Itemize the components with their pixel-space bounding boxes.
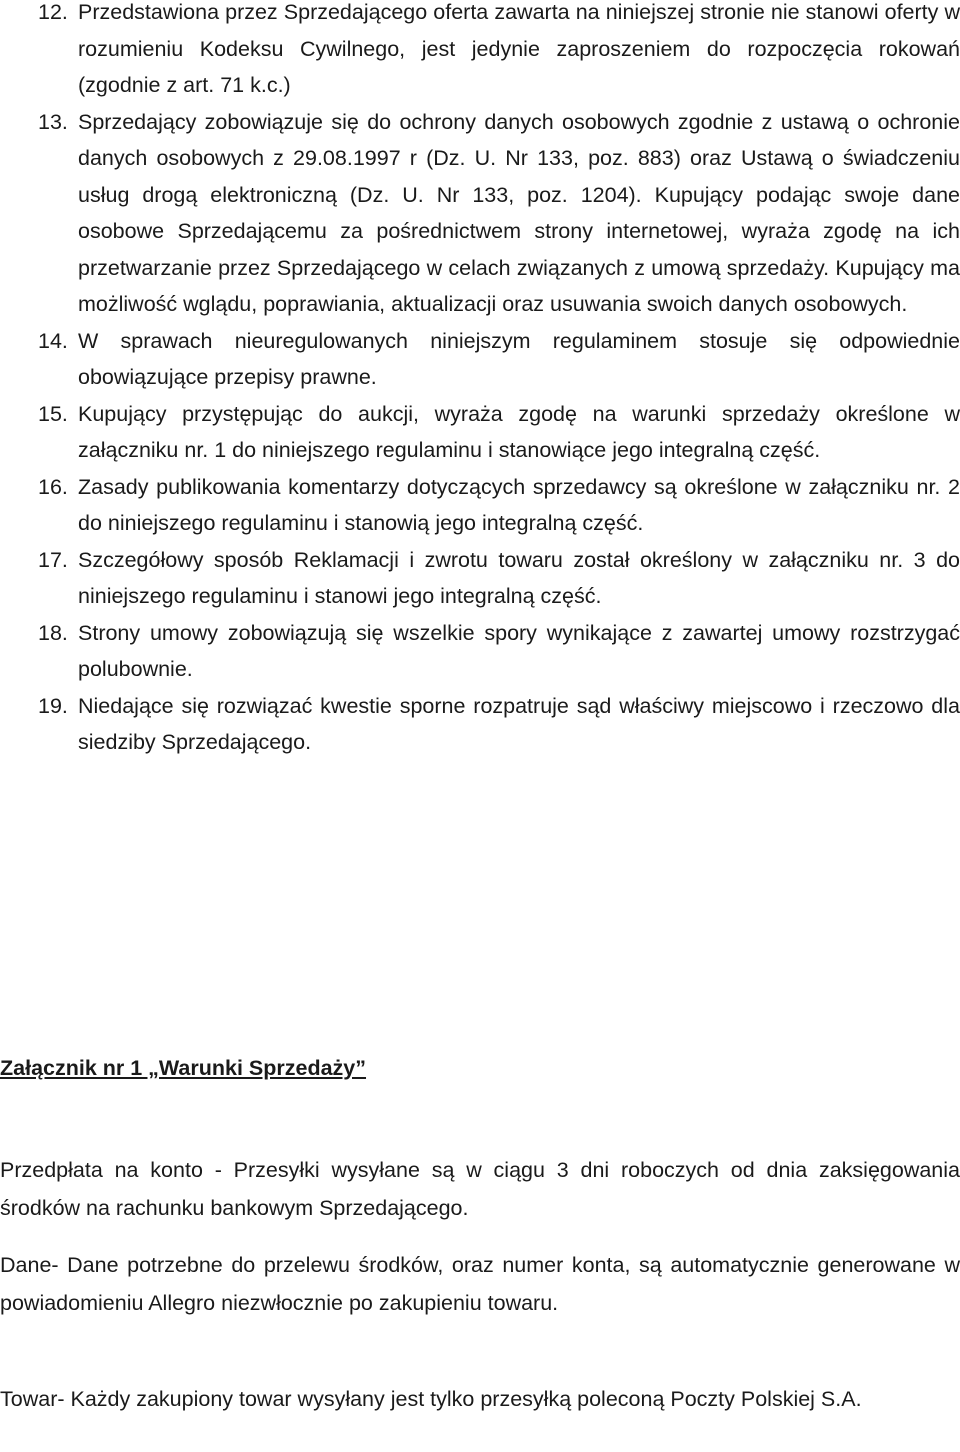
item-number: 16. — [38, 474, 68, 499]
item-text: Strony umowy zobowiązują się wszelkie spory wynikające z zawartej umowy rozstrzygać polubownie. — [78, 620, 960, 681]
list-item — [38, 688, 960, 761]
list-item — [38, 615, 960, 688]
item-text: Kupujący przystępując do aukcji, wyraża zgodę na warunki sprzedaży określone w załączniku nr. 1 do niniejszego regulaminu i stanowiące jego integralną część. — [78, 401, 960, 462]
item-text: Niedające się rozwiązać kwestie sporne rozpatruje sąd właściwy miejscowo i rzeczowo dla siedziby Sprzedającego. — [78, 693, 960, 754]
item-number: 18. — [38, 620, 68, 645]
list-item — [38, 0, 960, 104]
annex-paragraph-data: Dane- Dane potrzebne do przelewu środków, oraz numer konta, są automatycznie generowane w powiadomieniu Allegro niezwłocznie po zakupieniu towaru. — [0, 1253, 960, 1315]
regulations-list — [38, 0, 960, 767]
item-number: 15. — [38, 401, 68, 426]
list-item — [38, 469, 960, 542]
item-text: W sprawach nieuregulowanych niniejszym regulaminem stosuje się odpowiednie obowiązujące przepisy prawne. — [78, 328, 960, 389]
item-text: Przedstawiona przez Sprzedającego oferta zawarta na niniejszej stronie nie stanowi oferty w rozumieniu Kodeksu Cywilnego, jest jedynie zaproszeniem do rozpoczęcia rokowań (zgodnie z art. 71 k.c.) — [78, 0, 960, 97]
item-number: 19. — [38, 693, 68, 718]
item-number: 13. — [38, 109, 68, 134]
list-item — [38, 104, 960, 323]
list-item — [38, 323, 960, 396]
item-number: 14. — [38, 328, 68, 353]
list-item — [38, 396, 960, 469]
annex-paragraph-goods: Towar- Każdy zakupiony towar wysyłany jest tylko przesyłką poleconą Poczty Polskiej S.A. — [0, 1387, 862, 1411]
item-number: 17. — [38, 547, 68, 572]
annex-paragraph-prepayment: Przedpłata na konto - Przesyłki wysyłane są w ciągu 3 dni roboczych od dnia zaksięgowania środków na rachunku bankowym Sprzedającego. — [0, 1158, 960, 1220]
item-text: Sprzedający zobowiązuje się do ochrony danych osobowych zgodnie z ustawą o ochronie danych osobowych z 29.08.1997 r (Dz. U. Nr 133, poz. 883) oraz Ustawą o świadczeniu usług drogą elektroniczną (Dz. U. Nr 133, poz. 1204). Kupujący podając swoje dane osobowe Sprzedającemu za pośrednictwem strony internetowej, wyraża zgodę na ich przetwarzanie przez Sprzedającego w celach związanych z umową sprzedaży. Kupujący ma możliwość wglądu, poprawiania, aktualizacji oraz usuwania swoich danych osobowych. — [78, 109, 960, 316]
item-number: 12. — [38, 0, 68, 24]
item-text: Szczegółowy sposób Reklamacji i zwrotu towaru został określony w załączniku nr. 3 do niniejszego regulaminu i stanowi jego integralną część. — [78, 547, 960, 608]
item-text: Zasady publikowania komentarzy dotyczących sprzedawcy są określone w załączniku nr. 2 do niniejszego regulaminu i stanowią jego integralną część. — [78, 474, 960, 535]
annex-title: Załącznik nr 1 „Warunki Sprzedaży” — [0, 1056, 367, 1080]
list-item — [38, 542, 960, 615]
